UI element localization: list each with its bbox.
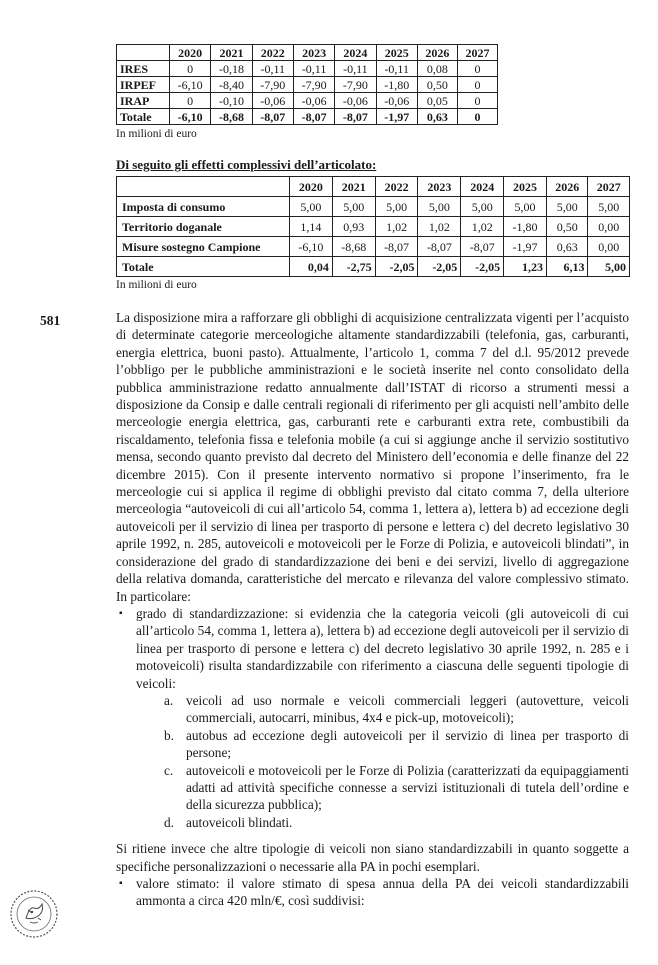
sub-list-item — [136, 814, 629, 831]
table-cell: -0,11 — [376, 61, 417, 77]
table-note: In milioni di euro — [116, 128, 197, 140]
table-cell: 5,00 — [588, 257, 630, 277]
row-label: Totale — [117, 109, 170, 125]
year-header: 2022 — [375, 177, 418, 197]
table-cell: -8,68 — [211, 109, 252, 125]
table-cell: 1,23 — [504, 257, 547, 277]
table-cell: -0,11 — [293, 61, 334, 77]
item-text: autobus ad eccezione degli autoveicoli per il servizio di linea per trasporto di persone; — [186, 727, 629, 761]
year-header: 2020 — [170, 45, 211, 61]
table-cell: 0,63 — [417, 109, 457, 125]
table-cell: -7,90 — [293, 77, 334, 93]
item-text: veicoli ad uso normale e veicoli commerciali leggeri (autovetture, veicoli commerciali, autocarri, minibus, 4x4 e pick-up, motoveicoli); — [186, 692, 629, 726]
table-cell: 5,00 — [588, 197, 630, 217]
table-overall-effects — [116, 176, 630, 277]
table-cell: -8,07 — [461, 237, 504, 257]
table-cell: 5,00 — [332, 197, 375, 217]
table-cell: 0,93 — [332, 217, 375, 237]
table-row — [117, 237, 630, 257]
item-letter: c. — [164, 762, 174, 778]
year-header: 2025 — [504, 177, 547, 197]
sub-list — [136, 692, 629, 831]
year-header: 2020 — [290, 177, 333, 197]
table-cell: -7,90 — [335, 77, 376, 93]
year-header: 2023 — [418, 177, 461, 197]
table-cell: 0,50 — [546, 217, 587, 237]
table-cell: 0,05 — [417, 93, 457, 109]
row-label: Imposta di consumo — [117, 197, 290, 217]
table-cell: -7,90 — [252, 77, 293, 93]
table-note: In milioni di euro — [116, 279, 197, 291]
table-cell: -0,10 — [211, 93, 252, 109]
year-header: 2024 — [461, 177, 504, 197]
table-cell: 5,00 — [546, 197, 587, 217]
item-letter: b. — [164, 727, 174, 743]
table-cell: 5,00 — [461, 197, 504, 217]
table-cell: 0 — [457, 93, 497, 109]
year-header: 2022 — [252, 45, 293, 61]
table-total-row — [117, 257, 630, 277]
table-cell: -0,06 — [376, 93, 417, 109]
item-letter: a. — [164, 692, 174, 708]
year-header: 2023 — [293, 45, 334, 61]
table-cell: -1,80 — [504, 217, 547, 237]
sub-list-item — [136, 762, 629, 814]
row-label: Misure sostegno Campione — [117, 237, 290, 257]
year-header: 2027 — [457, 45, 497, 61]
table-row — [117, 197, 630, 217]
table-cell: -1,97 — [376, 109, 417, 125]
paragraph-number: 581 — [40, 313, 61, 328]
table-cell: -8,07 — [418, 237, 461, 257]
table-cell: 5,00 — [504, 197, 547, 217]
item-letter: d. — [164, 814, 174, 830]
table-cell: 1,02 — [418, 217, 461, 237]
bullet-list — [116, 875, 629, 910]
table-cell: 1,02 — [461, 217, 504, 237]
year-header: 2024 — [335, 45, 376, 61]
year-header: 2027 — [588, 177, 630, 197]
table-tax-effects — [116, 44, 498, 125]
body-text — [116, 309, 629, 910]
table-header-row — [117, 45, 498, 61]
table-cell: -8,07 — [293, 109, 334, 125]
row-label: Totale — [117, 257, 290, 277]
table-total-row — [117, 109, 498, 125]
row-label: IRES — [117, 61, 170, 77]
year-header: 2021 — [332, 177, 375, 197]
table-cell: -2,05 — [418, 257, 461, 277]
table-cell: 0,63 — [546, 237, 587, 257]
bullet-text: grado di standardizzazione: si evidenzia che la categoria veicoli (gli autoveicoli di cui all’articolo 54, comma 1, lettera a), lettera b) ad eccezione degli autoveicoli per il servizio di linea per trasporto di persone e lettera c) del decreto legislativo 30 aprile 1992, n. 285 e i motoveicoli) risulta standardizzabile con riferimento a ciascuna delle seguenti tipologie di veicoli: — [136, 605, 629, 691]
table-cell: -0,06 — [252, 93, 293, 109]
table-cell: -0,11 — [252, 61, 293, 77]
year-header: 2025 — [376, 45, 417, 61]
table-cell: -6,10 — [170, 109, 211, 125]
row-label: IRPEF — [117, 77, 170, 93]
table-cell: 5,00 — [418, 197, 461, 217]
table-cell: 0,00 — [588, 237, 630, 257]
table-cell: 0,04 — [290, 257, 333, 277]
section-heading: Di seguito gli effetti complessivi dell’articolato: — [116, 157, 377, 172]
table-cell: 0,50 — [417, 77, 457, 93]
official-seal-icon — [8, 888, 60, 940]
table-cell: -2,05 — [461, 257, 504, 277]
table-corner-cell — [117, 177, 290, 197]
table-cell: 0 — [457, 109, 497, 125]
table-cell: 0,08 — [417, 61, 457, 77]
year-header: 2021 — [211, 45, 252, 61]
year-header: 2026 — [417, 45, 457, 61]
table-cell: -2,75 — [332, 257, 375, 277]
table-cell: -1,97 — [504, 237, 547, 257]
table-cell: 1,02 — [375, 217, 418, 237]
table-row — [117, 77, 498, 93]
item-text: autoveicoli blindati. — [186, 814, 293, 830]
sub-list-item — [136, 692, 629, 727]
table-cell: -0,06 — [335, 93, 376, 109]
table-row — [117, 93, 498, 109]
table-cell: 5,00 — [290, 197, 333, 217]
table-cell: 0 — [457, 61, 497, 77]
table-cell: 0 — [170, 61, 211, 77]
table-cell: -0,18 — [211, 61, 252, 77]
table-cell: -0,11 — [335, 61, 376, 77]
bullet-text: valore stimato: il valore stimato di spesa annua della PA dei veicoli standardizzabili ammonta a circa 420 mln/€, così suddivisi: — [136, 876, 629, 909]
table-cell: 0 — [170, 93, 211, 109]
table-cell: 0,00 — [588, 217, 630, 237]
table-corner-cell — [117, 45, 170, 61]
table-cell: -6,10 — [170, 77, 211, 93]
table-cell: -0,06 — [293, 93, 334, 109]
item-text: autoveicoli e motoveicoli per le Forze di Polizia (caratterizzati da equipaggiamenti adatti ad attività specifiche connesse a servizi istituzionali di tutela dell’ordine e della sicurezza pubblica); — [186, 762, 629, 813]
bullet-item — [116, 605, 629, 831]
table-cell: -8,07 — [252, 109, 293, 125]
table-cell: -8,07 — [375, 237, 418, 257]
sub-list-item — [136, 727, 629, 762]
paragraph: La disposizione mira a rafforzare gli obblighi di acquisizione centralizzata vigenti per l’acquisto di determinate categorie merceologiche altamente standardizzabili (telefonia, gas, carburanti, energia elettrica, buoni pasto). Attualmente, l’articolo 1, comma 7 del d.l. 95/2012 prevede l’obbligo per le pubbliche amministrazioni e le società inserite nel conto consolidato della pubblica amministrazione redatto annualmente dall’ISTAT di ricorso a strumenti messi a disposizione da Consip e dalle centrali regionali di riferimento per gli acquisti nell’ambito delle merceologie energia elettrica, gas, carburanti rete e carburanti extra rete, combustibili da riscaldamento, telefonia fissa e telefonia mobile (a cui si aggiunge anche il servizio sostitutivo mensa, secondo quanto previsto dal decreto del Ministero dell’economia e delle finanze del 22 dicembre 2015). Con il presente intervento normativo si propone l’inserimento, fra le merceologie cui si applica il regime di obblighi previsto dal citato comma 7, della ulteriore merceologia “autoveicoli di cui all’articolo 54, comma 1, lettera a), lettera b) ad eccezione degli autoveicoli per il servizio di linea per trasporto di persone e lettera c) del decreto legislativo 30 aprile 1992, n. 285, autoveicoli e motoveicoli per le Forze di Polizia, e autoveicoli blindati”, in considerazione del grado di standardizzazione dei beni e dei servizi, livello di aggregazione della relativa domanda, caratteristiche del mercato e rilevanza del valore complessivo stimato. In particolare: — [116, 310, 629, 604]
table-cell: -8,40 — [211, 77, 252, 93]
row-label: Territorio doganale — [117, 217, 290, 237]
row-label: IRAP — [117, 93, 170, 109]
table-cell: -6,10 — [290, 237, 333, 257]
paragraph: Si ritiene invece che altre tipologie di veicoli non siano standardizzabili in quanto soggette a specifiche personalizzazioni o necessarie alla PA in pochi esemplari. — [116, 841, 629, 874]
table-header-row — [117, 177, 630, 197]
table-cell: -1,80 — [376, 77, 417, 93]
table-cell: 0 — [457, 77, 497, 93]
year-header: 2026 — [546, 177, 587, 197]
bullet-item — [116, 875, 629, 910]
table-row — [117, 217, 630, 237]
table-cell: -2,05 — [375, 257, 418, 277]
table-cell: -8,07 — [335, 109, 376, 125]
table-cell: 6,13 — [546, 257, 587, 277]
table-cell: 1,14 — [290, 217, 333, 237]
table-cell: -8,68 — [332, 237, 375, 257]
bullet-list — [116, 605, 629, 831]
table-cell: 5,00 — [375, 197, 418, 217]
table-row — [117, 61, 498, 77]
